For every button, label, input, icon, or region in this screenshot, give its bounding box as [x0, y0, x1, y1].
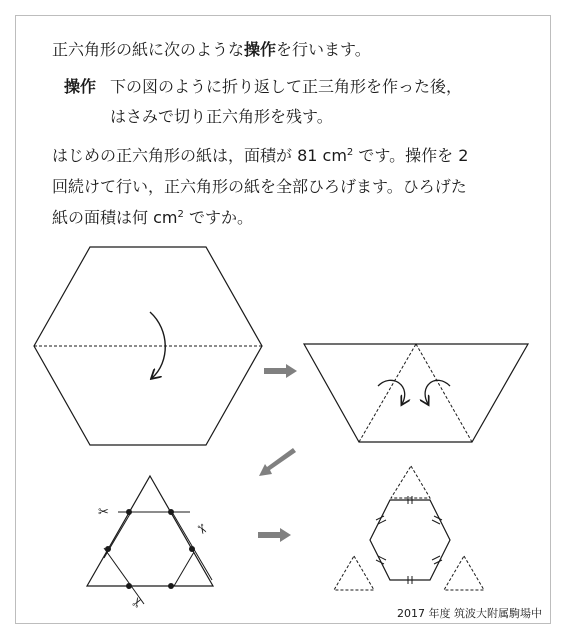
step3-triangle [87, 476, 213, 604]
paragraph-line-2: 回続けて行い，正六角形の紙を全部ひろげます。ひろげた [52, 177, 467, 196]
operation-text-2: はさみで切り正六角形を残す。 [110, 107, 333, 126]
scissors-icon: ✂ [128, 594, 148, 612]
scissors-icon: ✂ [98, 505, 109, 520]
curved-arrow-icon [150, 312, 165, 378]
step2-trapezoid [304, 344, 528, 442]
intro-bold-word: 操作 [244, 40, 277, 59]
operation-label: 操作 [64, 77, 97, 96]
para1-text-end: です。操作を 2 [353, 146, 469, 165]
step4-unfolded [334, 466, 484, 590]
para3-text-end: ですか。 [183, 208, 253, 227]
para3-text: 紙の面積は何 cm [52, 208, 178, 227]
operation-text-1: 下の図のように折り返して正三角形を作った後， [110, 77, 463, 96]
intro-text: 正六角形の紙に次のような [52, 40, 245, 59]
para3-superscript: 2 [177, 209, 184, 220]
para1-text: はじめの正六角形の紙は，面積が 81 cm [52, 146, 347, 165]
source-citation: 2017 年度 筑波大附属駒場中 [397, 607, 542, 620]
intro-text-end: を行います。 [276, 40, 371, 59]
step1-hexagon [34, 247, 262, 445]
right-arrow-icon [264, 364, 297, 378]
curved-arrow-icon [425, 380, 450, 404]
down-left-arrow-icon [259, 448, 296, 476]
curved-arrow-icon [378, 380, 405, 404]
right-arrow-icon [258, 528, 291, 542]
para1-superscript: 2 [346, 147, 354, 158]
scissors-icon: ✂ [192, 521, 211, 539]
